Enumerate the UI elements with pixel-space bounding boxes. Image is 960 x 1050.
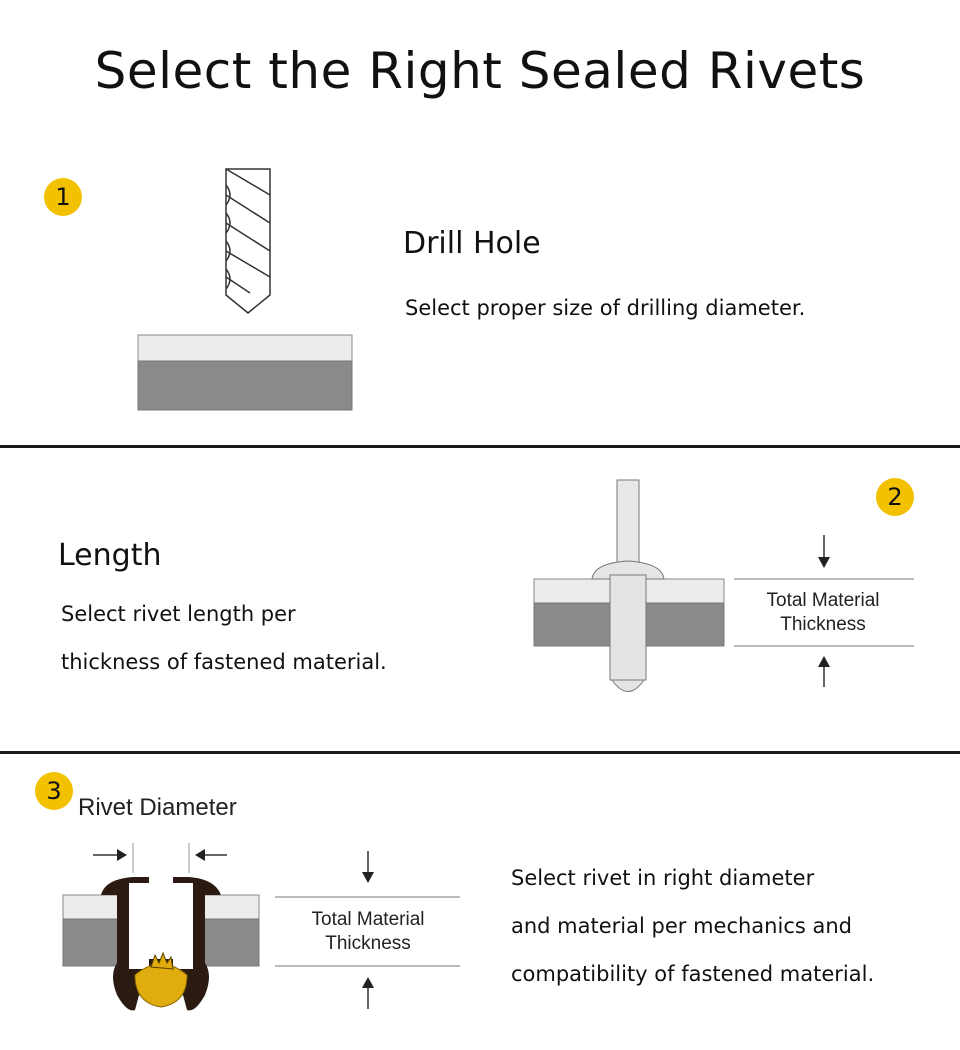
step-1-heading: Drill Hole	[403, 226, 541, 261]
arrow-left-icon	[195, 849, 205, 861]
step-3-text-line-3: compatibility of fastened material.	[511, 962, 875, 986]
section-divider-1	[0, 445, 960, 448]
measure-label-line-2: Thickness	[780, 614, 866, 635]
step-1-badge: 1	[44, 178, 82, 216]
arrow-right-icon	[117, 849, 127, 861]
rivet-diameter-label: Rivet Diameter	[78, 794, 237, 821]
step-2-text-line-1: Select rivet length per	[61, 602, 296, 626]
material-top-layer	[138, 335, 352, 361]
drill-bit-illustration	[130, 165, 370, 415]
section-divider-2	[0, 751, 960, 754]
step-1-text: Select proper size of drilling diameter.	[405, 296, 806, 320]
step-2-badge: 2	[876, 478, 914, 516]
page-title: Select the Right Sealed Rivets	[94, 42, 866, 100]
arrow-down-icon	[362, 872, 374, 883]
rivet-mandrel	[617, 480, 639, 570]
arrow-up-icon	[362, 977, 374, 988]
mandrel-head	[135, 964, 187, 1007]
step-3-measure-label	[278, 908, 458, 956]
measure-label-line-1: Total Material	[766, 590, 880, 611]
measure-label-line-1: Total Material	[311, 909, 425, 930]
arrow-up-icon	[818, 656, 830, 667]
step-2-text-line-2: thickness of fastened material.	[61, 650, 387, 674]
measure-label-line-2: Thickness	[325, 933, 411, 954]
step-3-text-line-1: Select rivet in right diameter	[511, 866, 815, 890]
step-3-text-line-2: and material per mechanics and	[511, 914, 852, 938]
arrow-down-icon	[818, 557, 830, 568]
step-3-badge: 3	[35, 772, 73, 810]
step-2-measure-label	[733, 589, 913, 637]
rivet-tail	[612, 680, 644, 692]
material-bottom-layer	[138, 361, 352, 410]
rivet-body	[610, 575, 646, 680]
drill-bit-icon	[226, 169, 270, 313]
step-2-heading: Length	[58, 538, 162, 573]
